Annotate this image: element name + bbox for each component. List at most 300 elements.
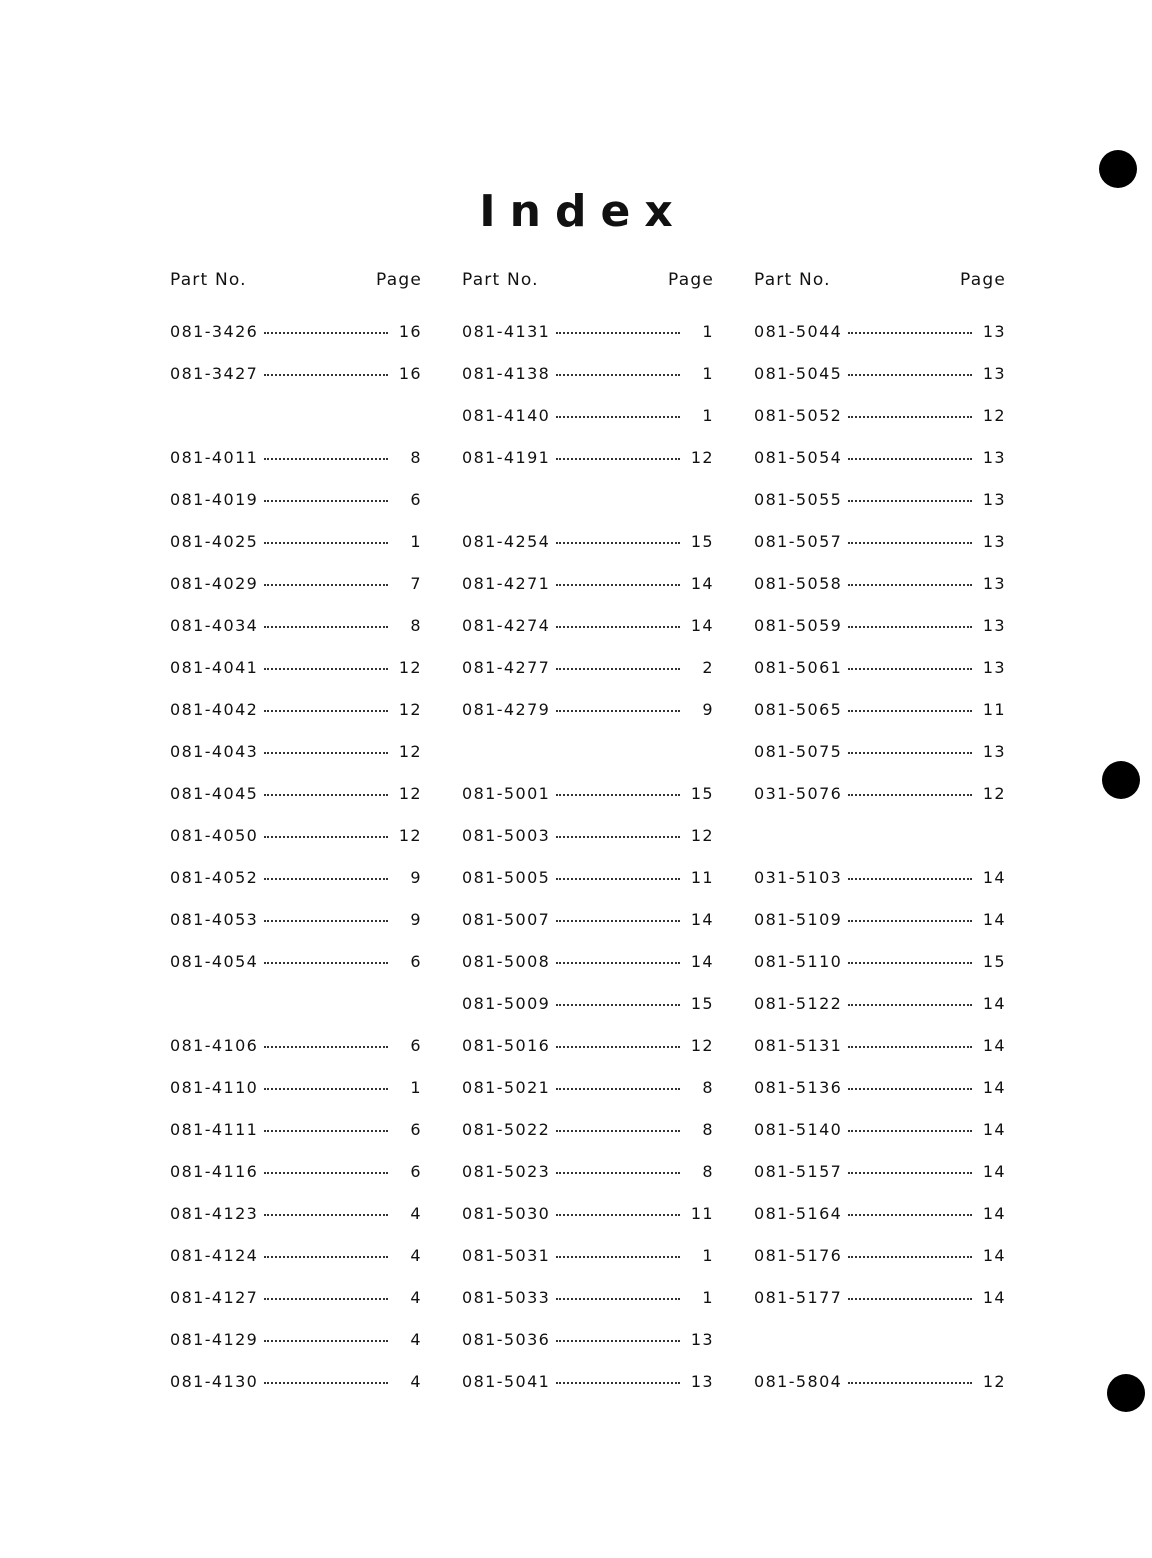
page-number: 14 xyxy=(982,1035,1006,1055)
index-row xyxy=(754,772,1006,814)
page-number: 6 xyxy=(410,951,422,971)
leader-dots xyxy=(848,1088,972,1090)
leader-dots xyxy=(556,794,680,796)
index-row xyxy=(754,1024,1006,1066)
part-number: 081-5804 xyxy=(754,1371,843,1391)
index-row xyxy=(754,1234,1006,1276)
page-number: 14 xyxy=(982,867,1006,887)
index-row xyxy=(462,646,714,688)
leader-dots xyxy=(848,752,972,754)
page-number: 12 xyxy=(398,741,422,761)
leader-dots xyxy=(264,1256,388,1258)
leader-dots xyxy=(264,668,388,670)
index-row xyxy=(462,772,714,814)
index-row xyxy=(462,604,714,646)
part-number: 081-5140 xyxy=(754,1119,843,1139)
leader-dots xyxy=(556,1340,680,1342)
page-number: 9 xyxy=(410,867,422,887)
page-number: 4 xyxy=(410,1287,422,1307)
page-number: 12 xyxy=(690,447,714,467)
index-row xyxy=(170,646,422,688)
leader-dots xyxy=(848,458,972,460)
leader-dots xyxy=(848,500,972,502)
part-number: 081-5054 xyxy=(754,447,843,467)
leader-dots xyxy=(556,1214,680,1216)
leader-dots xyxy=(848,626,972,628)
page-number: 15 xyxy=(690,531,714,551)
spacer-row xyxy=(754,814,1006,856)
page-header: Page xyxy=(668,270,714,290)
part-number: 081-5041 xyxy=(462,1371,551,1391)
page-number: 1 xyxy=(410,1077,422,1097)
page-number: 8 xyxy=(702,1119,714,1139)
part-number: 081-5058 xyxy=(754,573,843,593)
index-row xyxy=(462,1066,714,1108)
part-number: 081-4011 xyxy=(170,447,259,467)
page-number: 14 xyxy=(690,909,714,929)
index-row xyxy=(754,604,1006,646)
leader-dots xyxy=(556,668,680,670)
page-number: 14 xyxy=(982,1203,1006,1223)
part-number: 081-4279 xyxy=(462,699,551,719)
index-row xyxy=(754,1192,1006,1234)
part-number: 031-5076 xyxy=(754,783,843,803)
part-no-header: Part No. xyxy=(462,270,539,290)
page-number: 1 xyxy=(702,405,714,425)
index-row xyxy=(754,646,1006,688)
part-number: 081-5136 xyxy=(754,1077,843,1097)
page-number: 13 xyxy=(982,615,1006,635)
page-number: 8 xyxy=(410,447,422,467)
page-number: 16 xyxy=(398,321,422,341)
leader-dots xyxy=(556,920,680,922)
part-number: 081-5176 xyxy=(754,1245,843,1265)
part-number: 081-5007 xyxy=(462,909,551,929)
column-header xyxy=(170,270,422,298)
index-row xyxy=(462,1192,714,1234)
page-number: 12 xyxy=(690,825,714,845)
page-number: 14 xyxy=(982,1245,1006,1265)
index-column-1 xyxy=(170,270,422,1402)
page-number: 12 xyxy=(398,699,422,719)
leader-dots xyxy=(264,626,388,628)
index-row xyxy=(170,898,422,940)
page-number: 13 xyxy=(982,363,1006,383)
page-number: 12 xyxy=(690,1035,714,1055)
page-number: 14 xyxy=(982,1287,1006,1307)
index-row xyxy=(754,730,1006,772)
leader-dots xyxy=(848,1130,972,1132)
column-header xyxy=(754,270,1006,298)
index-row xyxy=(462,940,714,982)
page-number: 2 xyxy=(702,657,714,677)
page-number: 12 xyxy=(982,1371,1006,1391)
spacer-row xyxy=(170,394,422,436)
index-column-3 xyxy=(754,270,1006,1402)
index-row xyxy=(462,1150,714,1192)
leader-dots xyxy=(556,332,680,334)
page-number: 6 xyxy=(410,1161,422,1181)
part-number: 081-4123 xyxy=(170,1203,259,1223)
part-number: 081-4053 xyxy=(170,909,259,929)
part-number: 081-5122 xyxy=(754,993,843,1013)
part-no-header: Part No. xyxy=(170,270,247,290)
part-number: 081-4025 xyxy=(170,531,259,551)
part-number: 081-5110 xyxy=(754,951,843,971)
part-number: 081-4110 xyxy=(170,1077,259,1097)
part-number: 081-4019 xyxy=(170,489,259,509)
leader-dots xyxy=(264,458,388,460)
part-number: 081-5057 xyxy=(754,531,843,551)
leader-dots xyxy=(848,416,972,418)
index-row xyxy=(462,562,714,604)
part-number: 081-4124 xyxy=(170,1245,259,1265)
leader-dots xyxy=(264,1088,388,1090)
index-row xyxy=(170,562,422,604)
page-number: 14 xyxy=(690,615,714,635)
part-number: 081-4274 xyxy=(462,615,551,635)
index-row xyxy=(170,730,422,772)
index-row xyxy=(754,940,1006,982)
index-row xyxy=(462,394,714,436)
index-row xyxy=(754,688,1006,730)
index-row xyxy=(462,310,714,352)
leader-dots xyxy=(848,542,972,544)
page-number: 1 xyxy=(702,363,714,383)
spacer-row xyxy=(754,1318,1006,1360)
part-number: 081-5021 xyxy=(462,1077,551,1097)
part-number: 081-4191 xyxy=(462,447,551,467)
index-row xyxy=(754,856,1006,898)
page-number: 12 xyxy=(398,657,422,677)
part-number: 081-5031 xyxy=(462,1245,551,1265)
leader-dots xyxy=(848,920,972,922)
index-row xyxy=(754,394,1006,436)
part-number: 081-5055 xyxy=(754,489,843,509)
page-number: 15 xyxy=(690,993,714,1013)
leader-dots xyxy=(264,752,388,754)
part-number: 081-5008 xyxy=(462,951,551,971)
leader-dots xyxy=(264,710,388,712)
leader-dots xyxy=(264,374,388,376)
page-number: 9 xyxy=(410,909,422,929)
index-row xyxy=(170,1024,422,1066)
index-row xyxy=(462,982,714,1024)
part-number: 081-5001 xyxy=(462,783,551,803)
part-number: 081-4034 xyxy=(170,615,259,635)
binder-hole xyxy=(1099,150,1137,188)
index-row xyxy=(462,814,714,856)
part-number: 081-5131 xyxy=(754,1035,843,1055)
index-row xyxy=(462,1276,714,1318)
leader-dots xyxy=(264,1340,388,1342)
index-row xyxy=(170,1150,422,1192)
part-number: 081-4029 xyxy=(170,573,259,593)
part-number: 081-5003 xyxy=(462,825,551,845)
part-number: 081-4277 xyxy=(462,657,551,677)
leader-dots xyxy=(848,584,972,586)
part-no-header: Part No. xyxy=(754,270,831,290)
index-row xyxy=(170,478,422,520)
part-number: 081-5016 xyxy=(462,1035,551,1055)
leader-dots xyxy=(556,1088,680,1090)
leader-dots xyxy=(556,626,680,628)
leader-dots xyxy=(556,542,680,544)
leader-dots xyxy=(264,332,388,334)
leader-dots xyxy=(556,416,680,418)
index-row xyxy=(462,1360,714,1402)
page-number: 1 xyxy=(702,321,714,341)
index-row xyxy=(462,520,714,562)
index-row xyxy=(462,1024,714,1066)
page-number: 4 xyxy=(410,1203,422,1223)
index-row xyxy=(462,856,714,898)
part-number: 081-4131 xyxy=(462,321,551,341)
part-number: 081-3427 xyxy=(170,363,259,383)
leader-dots xyxy=(264,1298,388,1300)
part-number: 081-4054 xyxy=(170,951,259,971)
leader-dots xyxy=(556,1256,680,1258)
leader-dots xyxy=(848,1382,972,1384)
index-row xyxy=(170,1360,422,1402)
page-number: 13 xyxy=(982,531,1006,551)
spacer-row xyxy=(170,982,422,1024)
index-row xyxy=(754,478,1006,520)
leader-dots xyxy=(848,878,972,880)
leader-dots xyxy=(556,1046,680,1048)
page-number: 13 xyxy=(982,573,1006,593)
page-number: 12 xyxy=(398,825,422,845)
index-row xyxy=(754,1108,1006,1150)
part-number: 081-4045 xyxy=(170,783,259,803)
page-title: Index xyxy=(479,186,687,237)
index-row xyxy=(170,1066,422,1108)
page-number: 13 xyxy=(982,489,1006,509)
page-number: 1 xyxy=(702,1287,714,1307)
page-number: 1 xyxy=(410,531,422,551)
leader-dots xyxy=(556,836,680,838)
page-number: 12 xyxy=(982,405,1006,425)
index-column-2 xyxy=(462,270,714,1402)
leader-dots xyxy=(556,374,680,376)
index-row xyxy=(462,436,714,478)
index-row xyxy=(462,1318,714,1360)
leader-dots xyxy=(556,962,680,964)
part-number: 081-4130 xyxy=(170,1371,259,1391)
page-number: 14 xyxy=(690,951,714,971)
leader-dots xyxy=(556,878,680,880)
page-number: 14 xyxy=(982,993,1006,1013)
page-number: 11 xyxy=(690,867,714,887)
leader-dots xyxy=(264,500,388,502)
leader-dots xyxy=(556,1130,680,1132)
part-number: 081-3426 xyxy=(170,321,259,341)
part-number: 081-4111 xyxy=(170,1119,259,1139)
binder-hole xyxy=(1102,761,1140,799)
part-number: 081-4140 xyxy=(462,405,551,425)
leader-dots xyxy=(848,1004,972,1006)
part-number: 081-4052 xyxy=(170,867,259,887)
page-number: 13 xyxy=(690,1371,714,1391)
page-number: 13 xyxy=(982,321,1006,341)
part-number: 081-5059 xyxy=(754,615,843,635)
leader-dots xyxy=(264,962,388,964)
index-row xyxy=(170,1276,422,1318)
page-header: Page xyxy=(960,270,1006,290)
page-number: 7 xyxy=(410,573,422,593)
index-row xyxy=(170,1108,422,1150)
page-number: 11 xyxy=(690,1203,714,1223)
index-row xyxy=(754,352,1006,394)
part-number: 081-5033 xyxy=(462,1287,551,1307)
part-number: 081-5177 xyxy=(754,1287,843,1307)
part-number: 081-4116 xyxy=(170,1161,259,1181)
index-row xyxy=(170,940,422,982)
part-number: 081-5036 xyxy=(462,1329,551,1349)
part-number: 081-5052 xyxy=(754,405,843,425)
part-number: 081-4041 xyxy=(170,657,259,677)
index-row xyxy=(462,1108,714,1150)
index-row xyxy=(170,772,422,814)
leader-dots xyxy=(848,794,972,796)
leader-dots xyxy=(264,836,388,838)
part-number: 081-5075 xyxy=(754,741,843,761)
leader-dots xyxy=(264,794,388,796)
leader-dots xyxy=(848,1172,972,1174)
part-number: 081-5061 xyxy=(754,657,843,677)
index-row xyxy=(462,352,714,394)
leader-dots xyxy=(848,962,972,964)
index-row xyxy=(754,982,1006,1024)
page-number: 16 xyxy=(398,363,422,383)
index-row xyxy=(170,688,422,730)
leader-dots xyxy=(556,1298,680,1300)
part-number: 081-5109 xyxy=(754,909,843,929)
index-row xyxy=(754,898,1006,940)
spacer-row xyxy=(462,730,714,772)
index-row xyxy=(170,310,422,352)
page-number: 6 xyxy=(410,489,422,509)
index-row xyxy=(170,1318,422,1360)
page-header: Page xyxy=(376,270,422,290)
leader-dots xyxy=(848,374,972,376)
index-row xyxy=(754,1150,1006,1192)
page-number: 13 xyxy=(982,741,1006,761)
page-number: 4 xyxy=(410,1245,422,1265)
page-number: 14 xyxy=(982,1077,1006,1097)
page-number: 13 xyxy=(982,447,1006,467)
part-number: 081-4127 xyxy=(170,1287,259,1307)
leader-dots xyxy=(556,1172,680,1174)
page-number: 8 xyxy=(702,1077,714,1097)
leader-dots xyxy=(848,1214,972,1216)
index-row xyxy=(754,310,1006,352)
index-row xyxy=(754,436,1006,478)
leader-dots xyxy=(848,668,972,670)
page-number: 12 xyxy=(398,783,422,803)
column-header xyxy=(462,270,714,298)
part-number: 081-5009 xyxy=(462,993,551,1013)
index-row xyxy=(170,604,422,646)
index-row xyxy=(754,1066,1006,1108)
part-number: 081-5164 xyxy=(754,1203,843,1223)
part-number: 081-4138 xyxy=(462,363,551,383)
page-number: 12 xyxy=(982,783,1006,803)
page-number: 13 xyxy=(982,657,1006,677)
page-number: 1 xyxy=(702,1245,714,1265)
leader-dots xyxy=(264,878,388,880)
leader-dots xyxy=(556,1382,680,1384)
part-number: 031-5103 xyxy=(754,867,843,887)
leader-dots xyxy=(848,1298,972,1300)
part-number: 081-5023 xyxy=(462,1161,551,1181)
leader-dots xyxy=(264,1382,388,1384)
part-number: 081-4106 xyxy=(170,1035,259,1055)
leader-dots xyxy=(556,710,680,712)
page-number: 6 xyxy=(410,1035,422,1055)
part-number: 081-5065 xyxy=(754,699,843,719)
page-number: 14 xyxy=(982,909,1006,929)
leader-dots xyxy=(264,1214,388,1216)
page-number: 6 xyxy=(410,1119,422,1139)
index-row xyxy=(754,1276,1006,1318)
leader-dots xyxy=(556,458,680,460)
index-row xyxy=(170,814,422,856)
page-number: 8 xyxy=(702,1161,714,1181)
leader-dots xyxy=(264,1046,388,1048)
leader-dots xyxy=(264,584,388,586)
leader-dots xyxy=(848,1046,972,1048)
leader-dots xyxy=(264,920,388,922)
page-number: 14 xyxy=(982,1119,1006,1139)
index-row xyxy=(462,898,714,940)
index-row xyxy=(170,352,422,394)
part-number: 081-5030 xyxy=(462,1203,551,1223)
page-number: 4 xyxy=(410,1329,422,1349)
page-number: 13 xyxy=(690,1329,714,1349)
index-row xyxy=(754,562,1006,604)
page-number: 11 xyxy=(982,699,1006,719)
page-number: 9 xyxy=(702,699,714,719)
index-row xyxy=(170,436,422,478)
part-number: 081-4129 xyxy=(170,1329,259,1349)
index-row xyxy=(754,1360,1006,1402)
index-row xyxy=(170,1192,422,1234)
part-number: 081-4042 xyxy=(170,699,259,719)
leader-dots xyxy=(556,584,680,586)
part-number: 081-5022 xyxy=(462,1119,551,1139)
leader-dots xyxy=(264,1130,388,1132)
page-number: 14 xyxy=(690,573,714,593)
page-number: 14 xyxy=(982,1161,1006,1181)
part-number: 081-5157 xyxy=(754,1161,843,1181)
leader-dots xyxy=(264,1172,388,1174)
binder-hole xyxy=(1107,1374,1145,1412)
page-number: 4 xyxy=(410,1371,422,1391)
leader-dots xyxy=(848,1256,972,1258)
page-number: 8 xyxy=(410,615,422,635)
index-row xyxy=(462,1234,714,1276)
part-number: 081-5045 xyxy=(754,363,843,383)
index-row xyxy=(170,520,422,562)
index-row xyxy=(170,856,422,898)
part-number: 081-4271 xyxy=(462,573,551,593)
leader-dots xyxy=(848,332,972,334)
part-number: 081-4050 xyxy=(170,825,259,845)
spacer-row xyxy=(462,478,714,520)
leader-dots xyxy=(264,542,388,544)
part-number: 081-4043 xyxy=(170,741,259,761)
